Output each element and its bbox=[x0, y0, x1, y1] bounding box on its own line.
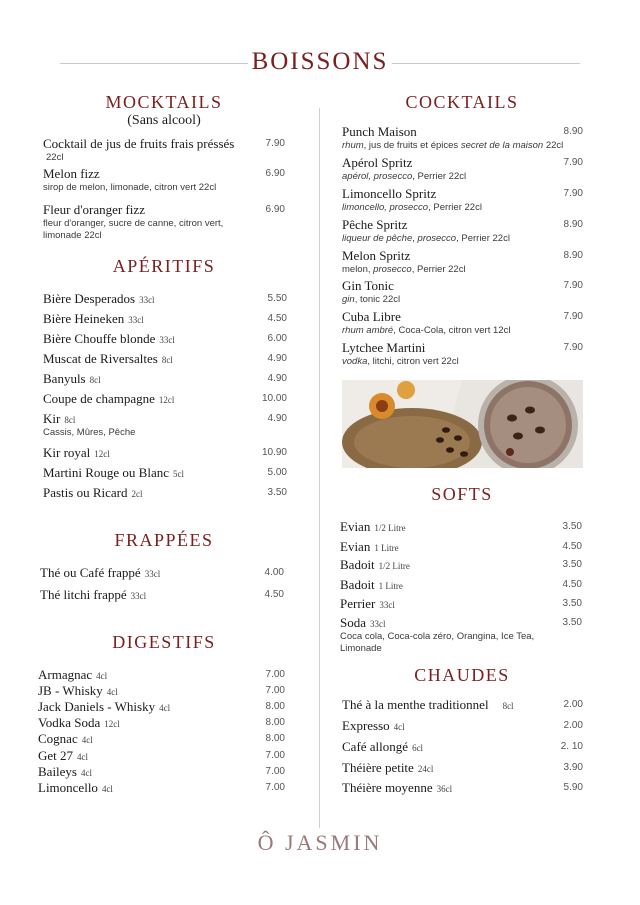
menu-item bbox=[342, 124, 567, 152]
menu-item bbox=[43, 331, 263, 347]
menu-item bbox=[340, 577, 560, 593]
item-description: sirop de melon, limonade, citron vert 22cl bbox=[43, 182, 217, 193]
item-description bbox=[340, 631, 560, 643]
item-name: Baileys bbox=[38, 764, 77, 779]
menu-item bbox=[342, 760, 542, 776]
item-price: 3.90 bbox=[563, 762, 583, 773]
desc-part: , Coca-Cola, citron vert 12cl bbox=[393, 325, 511, 336]
item-name: Get 27 bbox=[38, 748, 74, 763]
menu-item bbox=[342, 697, 542, 713]
item-name: Thé à la menthe traditionnel bbox=[342, 697, 489, 712]
item-name-line bbox=[340, 519, 560, 535]
item-price: 7.90 bbox=[563, 280, 583, 291]
item-volume: 2cl bbox=[131, 489, 143, 499]
desc-italic: rhum ambré bbox=[342, 325, 394, 336]
item-volume: 1 Litre bbox=[374, 543, 399, 553]
item-price: 4.50 bbox=[562, 541, 582, 552]
item-name-line bbox=[342, 340, 567, 356]
item-description bbox=[342, 264, 567, 276]
item-price: 4.50 bbox=[562, 579, 582, 590]
menu-item bbox=[43, 411, 263, 439]
item-name-line bbox=[342, 780, 542, 796]
item-volume: 8cl bbox=[89, 375, 101, 385]
menu-item bbox=[340, 615, 560, 655]
item-price: 8.90 bbox=[563, 126, 583, 137]
item-name-line bbox=[38, 764, 258, 780]
item-name: Expresso bbox=[342, 718, 390, 733]
item-name: Fleur d'oranger fizz bbox=[43, 202, 145, 217]
menu-item bbox=[38, 667, 258, 683]
item-price: 7.90 bbox=[563, 157, 583, 168]
desc-part: , tonic 22cl bbox=[354, 294, 401, 305]
menu-item bbox=[43, 391, 263, 407]
item-volume: 33cl bbox=[130, 591, 147, 601]
item-name: Thé ou Café frappé bbox=[40, 565, 141, 580]
item-name: Limoncello bbox=[38, 780, 98, 795]
page-title: BOISSONS bbox=[251, 48, 389, 75]
item-name: Bière Desperados bbox=[43, 291, 136, 306]
item-description bbox=[342, 202, 567, 214]
desc-italic: limoncello, prosecco bbox=[342, 202, 429, 213]
item-name: Limoncello Spritz bbox=[342, 186, 437, 201]
desc-italic: rhum bbox=[342, 140, 364, 151]
item-price: 3.50 bbox=[562, 559, 582, 570]
section-title-frappees: FRAPPÉES bbox=[114, 530, 214, 550]
desc-part: melon, bbox=[342, 264, 374, 275]
item-name-line bbox=[342, 309, 567, 325]
item-price: 3.50 bbox=[267, 487, 287, 498]
menu-item bbox=[342, 217, 567, 245]
item-name-line bbox=[38, 667, 258, 683]
item-name-line bbox=[342, 155, 567, 171]
item-name-line bbox=[342, 760, 542, 776]
desc-italic-2: secret de la maison bbox=[460, 140, 544, 151]
item-description bbox=[43, 427, 263, 439]
item-price: 10.00 bbox=[261, 393, 287, 404]
item-price: 7.00 bbox=[265, 685, 285, 696]
item-volume: 33cl bbox=[144, 569, 161, 579]
desc-part: , jus de fruits et épices bbox=[363, 140, 461, 151]
item-name: Perrier bbox=[340, 596, 376, 611]
item-volume: 4cl bbox=[81, 768, 92, 778]
item-price: 7.00 bbox=[265, 782, 285, 793]
item-name: Muscat de Riversaltes bbox=[43, 351, 158, 366]
item-name-line bbox=[340, 615, 560, 631]
item-price: 4.50 bbox=[267, 313, 287, 324]
item-name-line bbox=[43, 411, 263, 427]
desc-italic: vodka bbox=[342, 356, 368, 367]
item-volume: 6cl bbox=[412, 743, 424, 753]
item-volume: 4cl bbox=[77, 752, 89, 762]
item-name-line bbox=[43, 465, 263, 481]
item-name: Melon fizz bbox=[43, 166, 100, 181]
column-divider bbox=[319, 108, 320, 828]
item-price: 6.90 bbox=[265, 204, 285, 215]
menu-item bbox=[43, 291, 263, 307]
item-price: 7.90 bbox=[563, 188, 583, 199]
item-name: Apérol Spritz bbox=[342, 155, 413, 170]
menu-item bbox=[40, 587, 260, 603]
coffee-illustration bbox=[342, 380, 583, 468]
item-volume: 4cl bbox=[81, 735, 93, 745]
menu-item bbox=[342, 718, 542, 734]
item-volume: 24cl bbox=[417, 764, 434, 774]
footer-brand: Ô JASMIN bbox=[257, 830, 383, 855]
section-title-aperitifs: APÉRITIFS bbox=[112, 256, 216, 276]
item-name-line bbox=[342, 739, 542, 755]
desc-part: , Perrier 22cl bbox=[412, 171, 467, 182]
item-name: Evian bbox=[340, 519, 371, 534]
item-description bbox=[342, 140, 567, 152]
item-name-line bbox=[38, 780, 258, 796]
menu-item bbox=[43, 202, 263, 242]
menu-item bbox=[342, 186, 567, 214]
item-volume: 4cl bbox=[96, 671, 108, 681]
item-name-line bbox=[340, 577, 560, 593]
menu-item bbox=[342, 739, 542, 755]
item-name-line bbox=[342, 697, 542, 713]
section-title-mocktails: MOCKTAILS bbox=[105, 92, 223, 112]
item-price: 7.00 bbox=[265, 750, 285, 761]
menu-item bbox=[43, 445, 263, 461]
desc-part-2: 22cl bbox=[543, 140, 564, 151]
item-volume: 12cl bbox=[94, 449, 110, 459]
item-volume: 8cl bbox=[161, 355, 173, 365]
menu-item bbox=[43, 136, 273, 164]
item-price: 3.50 bbox=[562, 598, 582, 609]
item-name-line bbox=[342, 186, 567, 202]
item-name-line bbox=[340, 557, 560, 573]
item-price: 5.50 bbox=[267, 293, 287, 304]
item-price: 7.90 bbox=[563, 311, 583, 322]
menu-item bbox=[43, 311, 263, 327]
item-name: Melon Spritz bbox=[342, 248, 411, 263]
item-price: 4.90 bbox=[267, 413, 287, 424]
menu-item bbox=[38, 683, 258, 699]
desc-part: , bbox=[412, 233, 418, 244]
item-name-line bbox=[38, 699, 258, 715]
item-volume: 33cl bbox=[139, 295, 155, 305]
desc-part: , litchi, citron vert 22cl bbox=[367, 356, 459, 367]
item-price: 8.00 bbox=[265, 717, 285, 728]
item-price: 3.50 bbox=[562, 617, 582, 628]
desc-part: Cassis, Mûres, Pêche bbox=[43, 427, 136, 438]
desc-italic: apérol, prosecco bbox=[342, 171, 413, 182]
item-name-line bbox=[340, 596, 560, 612]
item-name: Banyuls bbox=[43, 371, 86, 386]
menu-item bbox=[340, 596, 560, 612]
item-name: Bière Heineken bbox=[43, 311, 125, 326]
item-name-line bbox=[43, 485, 263, 501]
item-description-line2: Limonade bbox=[340, 643, 382, 654]
item-price: 8.00 bbox=[265, 701, 285, 712]
menu-item bbox=[38, 764, 258, 780]
section-title-digestifs: DIGESTIFS bbox=[112, 632, 216, 652]
menu-item bbox=[43, 371, 263, 387]
item-name-line bbox=[38, 715, 258, 731]
item-volume: 12cl bbox=[158, 395, 175, 405]
item-name: Pastis ou Ricard bbox=[43, 485, 128, 500]
section-title-cocktails: COCKTAILS bbox=[405, 92, 519, 112]
item-name: Martini Rouge ou Blanc bbox=[43, 465, 170, 480]
item-price: 3.50 bbox=[562, 521, 582, 532]
menu-item bbox=[38, 780, 258, 796]
item-volume: 5cl bbox=[173, 469, 185, 479]
item-name-line bbox=[40, 587, 260, 603]
item-price: 2.00 bbox=[563, 699, 583, 710]
item-name: Soda bbox=[340, 615, 366, 630]
item-name: Théière moyenne bbox=[342, 780, 433, 795]
item-name: JB - Whisky bbox=[38, 683, 103, 698]
item-volume: 1 Litre bbox=[378, 581, 403, 591]
item-volume: 4cl bbox=[101, 784, 113, 794]
item-name-line bbox=[43, 311, 263, 327]
desc-part-2: , Perrier 22cl bbox=[456, 233, 510, 244]
item-volume: 12cl bbox=[104, 719, 120, 729]
item-name: Punch Maison bbox=[342, 124, 417, 139]
item-name-line bbox=[342, 278, 567, 294]
menu-item bbox=[342, 248, 567, 276]
item-volume: 33cl bbox=[128, 315, 144, 325]
item-name-line bbox=[43, 445, 263, 461]
desc-part-2: , Perrier 22cl bbox=[411, 264, 466, 275]
menu-item bbox=[342, 155, 567, 183]
item-description bbox=[342, 171, 567, 183]
item-name: Evian bbox=[340, 539, 371, 554]
item-name: Kir royal bbox=[43, 445, 91, 460]
item-description: 22cl bbox=[46, 152, 64, 163]
item-price: 5.90 bbox=[563, 782, 583, 793]
item-price: 2. 10 bbox=[560, 741, 583, 752]
item-price: 5.00 bbox=[267, 467, 287, 478]
item-name-line bbox=[43, 331, 263, 347]
item-price: 8.90 bbox=[563, 250, 583, 261]
item-name-line bbox=[38, 748, 258, 764]
item-name-line bbox=[342, 217, 567, 233]
item-name: Cocktail de jus de fruits frais préssés bbox=[43, 136, 235, 151]
menu-item bbox=[342, 780, 542, 796]
item-description bbox=[342, 356, 567, 368]
menu-item bbox=[340, 557, 560, 573]
item-description bbox=[342, 294, 567, 306]
item-price: 2.00 bbox=[563, 720, 583, 731]
item-name: Jack Daniels - Whisky bbox=[38, 699, 156, 714]
desc-italic: prosecco bbox=[373, 264, 412, 275]
item-price: 7.90 bbox=[563, 342, 583, 353]
menu-item bbox=[340, 519, 560, 535]
item-name: Théière petite bbox=[342, 760, 414, 775]
item-price: 4.90 bbox=[267, 353, 287, 364]
item-price: 10.90 bbox=[261, 447, 287, 458]
item-name-line bbox=[43, 391, 263, 407]
item-volume: 4cl bbox=[159, 703, 171, 713]
section-title-softs: SOFTS bbox=[431, 484, 493, 504]
item-name-line bbox=[43, 371, 263, 387]
desc-italic: gin bbox=[342, 294, 355, 305]
menu-item bbox=[342, 309, 567, 337]
item-name-line bbox=[38, 731, 258, 747]
item-price: 6.00 bbox=[267, 333, 287, 344]
item-price: 8.00 bbox=[265, 733, 285, 744]
item-name-line bbox=[342, 248, 567, 264]
item-name: Coupe de champagne bbox=[43, 391, 155, 406]
menu-item bbox=[38, 731, 258, 747]
item-name: Bière Chouffe blonde bbox=[43, 331, 156, 346]
item-price: 7.00 bbox=[265, 766, 285, 777]
menu-item bbox=[38, 748, 258, 764]
item-price: 4.90 bbox=[267, 373, 287, 384]
item-volume: 1/2 Litre bbox=[378, 561, 410, 571]
menu-item bbox=[40, 565, 260, 581]
item-volume: 8cl bbox=[502, 701, 514, 711]
menu-item bbox=[38, 699, 258, 715]
desc-part: Coca cola, Coca-cola zéro, Orangina, Ice Tea, bbox=[340, 631, 535, 642]
item-price: 4.00 bbox=[264, 567, 284, 578]
desc-italic: liqueur de pêche bbox=[342, 233, 413, 244]
menu-item bbox=[43, 166, 263, 194]
section-subtitle-mocktails: (Sans alcool) bbox=[127, 113, 201, 128]
menu-item bbox=[340, 539, 560, 555]
item-name-line bbox=[342, 718, 542, 734]
item-name: Kir bbox=[43, 411, 61, 426]
item-volume: 4cl bbox=[106, 687, 118, 697]
menu-item bbox=[38, 715, 258, 731]
desc-italic-2: prosecco bbox=[417, 233, 457, 244]
item-name-line bbox=[43, 351, 263, 367]
item-name-line bbox=[340, 539, 560, 555]
item-volume: 33cl bbox=[370, 619, 386, 629]
item-name: Armagnac bbox=[38, 667, 93, 682]
item-name: Pêche Spritz bbox=[342, 217, 408, 232]
item-name-line bbox=[43, 291, 263, 307]
item-name: Badoit bbox=[340, 577, 375, 592]
item-name: Café allongé bbox=[342, 739, 409, 754]
desc-part: , Perrier 22cl bbox=[428, 202, 482, 213]
menu-item bbox=[43, 351, 263, 367]
item-price: 8.90 bbox=[563, 219, 583, 230]
item-volume: 33cl bbox=[159, 335, 175, 345]
item-volume: 4cl bbox=[393, 722, 405, 732]
item-volume: 1/2 Litre bbox=[374, 523, 406, 533]
menu-item bbox=[43, 465, 263, 481]
item-name-line bbox=[40, 565, 260, 581]
item-name: Cognac bbox=[38, 731, 78, 746]
item-price: 4.50 bbox=[264, 589, 284, 600]
item-name-line bbox=[342, 124, 567, 140]
item-name-line bbox=[38, 683, 258, 699]
item-name: Lytchee Martini bbox=[342, 340, 426, 355]
item-name: Vodka Soda bbox=[38, 715, 101, 730]
item-price: 7.90 bbox=[265, 138, 285, 149]
item-name: Cuba Libre bbox=[342, 309, 401, 324]
item-name: Thé litchi frappé bbox=[40, 587, 127, 602]
item-volume: 8cl bbox=[64, 415, 76, 425]
item-description bbox=[342, 233, 567, 245]
item-description: fleur d'oranger, sucre de canne, citron vert, bbox=[43, 218, 224, 229]
menu-item bbox=[342, 278, 567, 306]
item-volume: 33cl bbox=[379, 600, 395, 610]
item-description-line2: limonade 22cl bbox=[43, 230, 102, 241]
menu-item bbox=[342, 340, 567, 368]
section-title-chaudes: CHAUDES bbox=[414, 665, 510, 685]
coffee-photo bbox=[342, 380, 583, 468]
item-name: Gin Tonic bbox=[342, 278, 394, 293]
header-rule-right bbox=[392, 63, 580, 64]
item-price: 7.00 bbox=[265, 669, 285, 680]
item-description bbox=[342, 325, 567, 337]
item-price: 6.90 bbox=[265, 168, 285, 179]
menu-item bbox=[43, 485, 263, 501]
item-volume: 36cl bbox=[436, 784, 453, 794]
item-name: Badoit bbox=[340, 557, 375, 572]
